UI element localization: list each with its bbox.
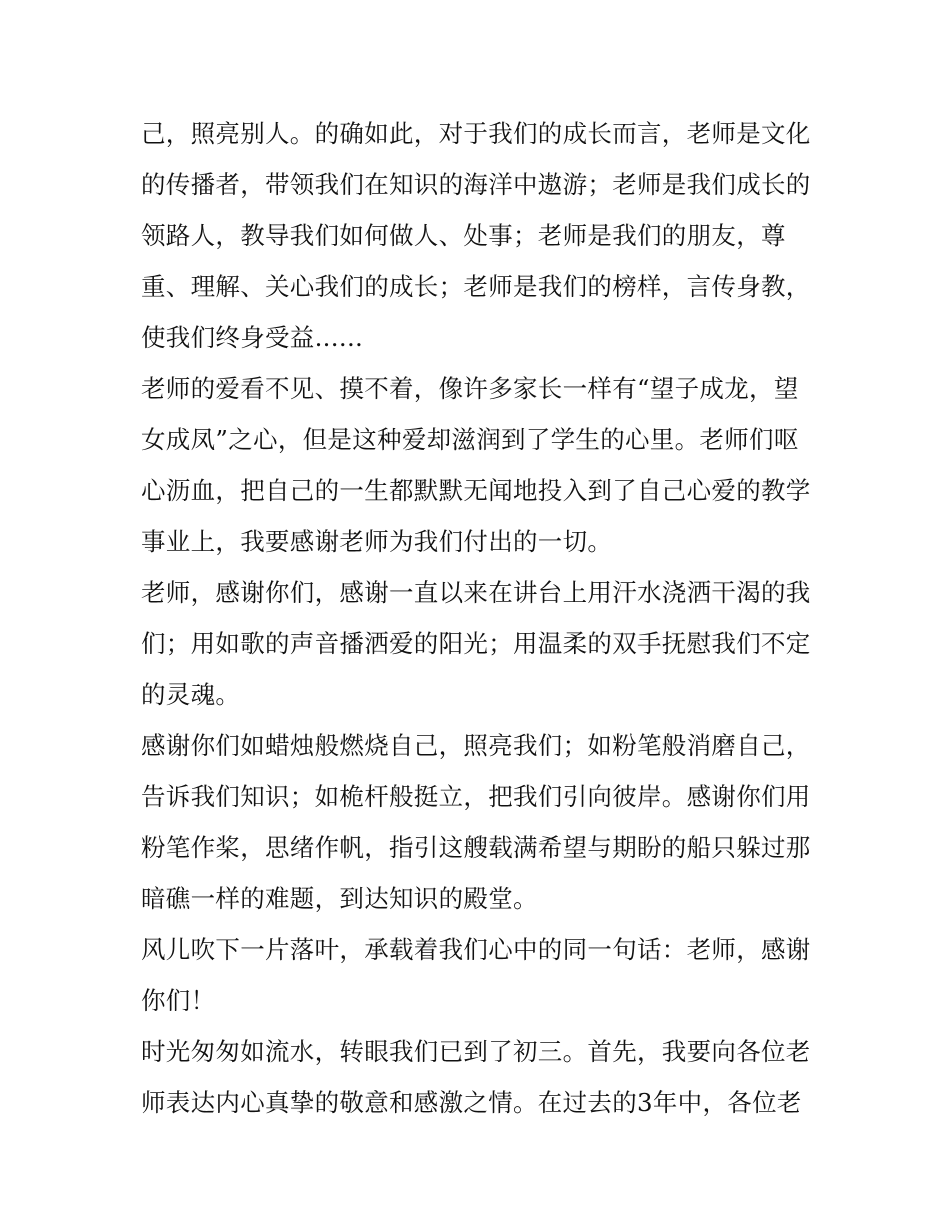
text-line: 师表达内心真挚的敬意和感激之情。在过去的3年中，各位老 [141, 1088, 802, 1117]
text-line: 事业上，我要感谢老师为我们付出的一切。 [141, 527, 613, 556]
text-line: 领路人，教导我们如何做人、处事；老师是我们的朋友，尊 [141, 221, 786, 250]
text-line: 老师，感谢你们，感谢一直以来在讲台上用汗水浇洒干渴的我 [141, 578, 811, 607]
text-line: 老师的爱看不见、摸不着，像许多家长一样有“望子成龙，望 [141, 374, 799, 403]
text-line: 暗礁一样的难题，到达知识的殿堂。 [141, 884, 538, 913]
text-line: 使我们终身受益...... [141, 323, 364, 352]
text-line: 时光匆匆如流水，转眼我们已到了初三。首先，我要向各位老 [141, 1037, 811, 1066]
text-line: 告诉我们知识；如桅杆般挺立，把我们引向彼岸。感谢你们用 [141, 782, 811, 811]
body-text [141, 108, 821, 1128]
text-line: 己，照亮别人。的确如此，对于我们的成长而言，老师是文化 [141, 119, 811, 148]
text-line: 风儿吹下一片落叶，承载着我们心中的同一句话：老师，感谢 [141, 935, 811, 964]
text-line: 女成凤”之心，但是这种爱却滋润到了学生的心里。老师们呕 [141, 425, 799, 454]
text-line: 重、理解、关心我们的成长；老师是我们的榜样，言传身教， [141, 272, 811, 301]
text-line: 的灵魂。 [141, 680, 241, 709]
text-line: 的传播者，带领我们在知识的海洋中遨游；老师是我们成长的 [141, 170, 811, 199]
text-line: 心沥血，把自己的一生都默默无闻地投入到了自己心爱的教学 [141, 476, 811, 505]
text-line: 粉笔作桨，思绪作帆，指引这艘载满希望与期盼的船只躲过那 [141, 833, 811, 862]
text-line: 感谢你们如蜡烛般燃烧自己，照亮我们；如粉笔般消磨自己， [141, 731, 811, 760]
text-line: 们；用如歌的声音播洒爱的阳光；用温柔的双手抚慰我们不定 [141, 629, 811, 658]
text-line: 你们！ [141, 986, 216, 1015]
